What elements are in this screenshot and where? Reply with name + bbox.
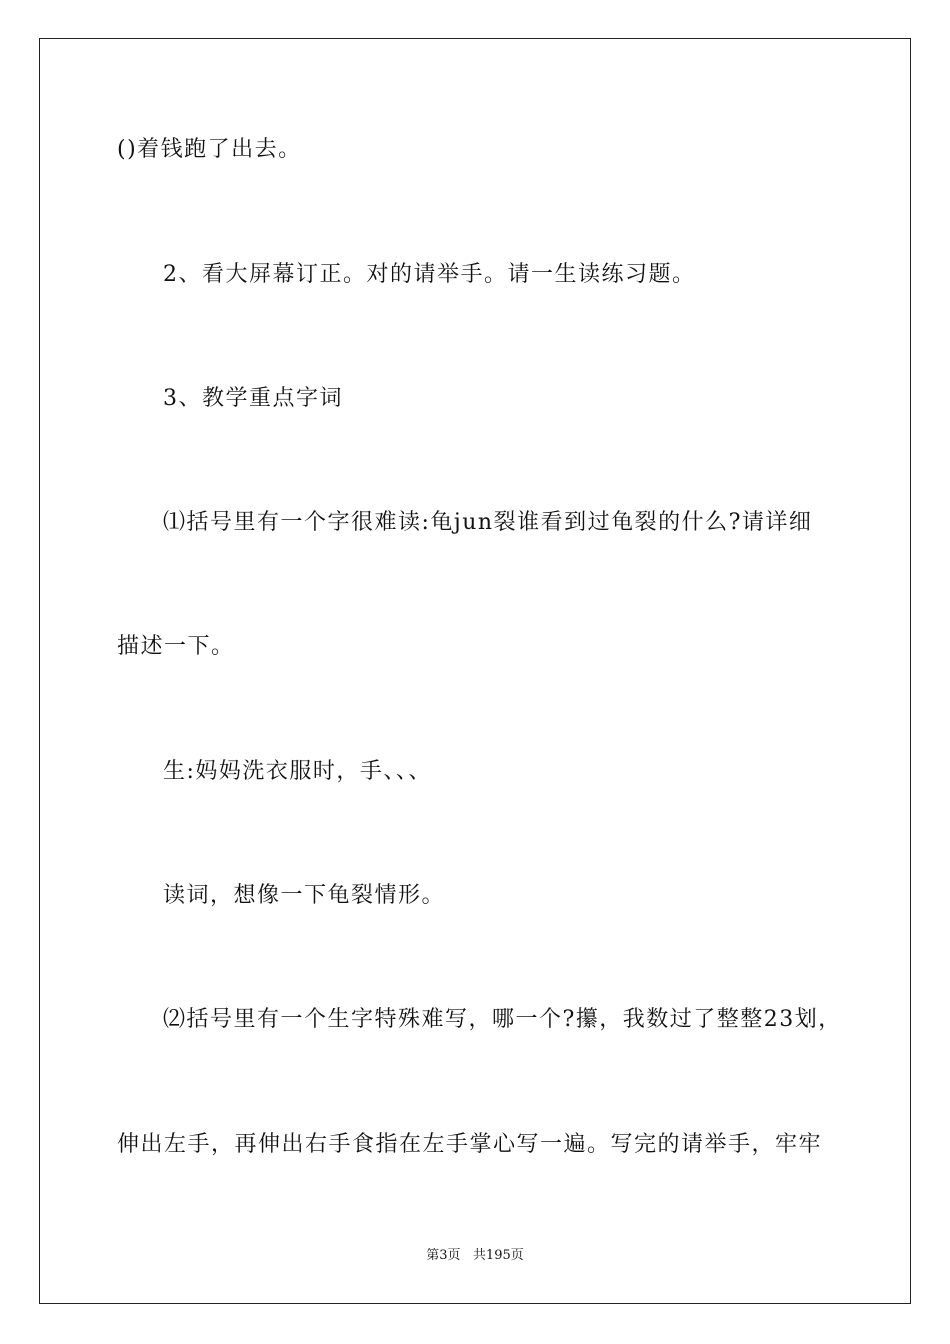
page-border [39, 38, 911, 1304]
text-line-1: ()着钱跑了出去。 [117, 137, 302, 162]
text-line-4: ⑴括号里有一个字很难读:龟jun裂谁看到过龟裂的什么?请详细 [163, 510, 813, 535]
text-line-6: 生:妈妈洗衣服时，手、、、 [163, 759, 432, 784]
text-line-2: 2、看大屏幕订正。对的请举手。请一生读练习题。 [163, 262, 696, 287]
text-line-3: 3、教学重点字词 [163, 386, 343, 411]
text-line-9: 伸出左手，再伸出右手食指在左手掌心写一遍。写完的请举手，牢牢 [117, 1132, 823, 1157]
page-number-footer: 第3页 共195页 [426, 1248, 524, 1263]
text-line-7: 读词，想像一下龟裂情形。 [163, 883, 446, 908]
text-line-5: 描述一下。 [117, 634, 235, 659]
text-line-8: ⑵括号里有一个生字特殊难写，哪一个?攥，我数过了整整23划， [163, 1007, 842, 1032]
